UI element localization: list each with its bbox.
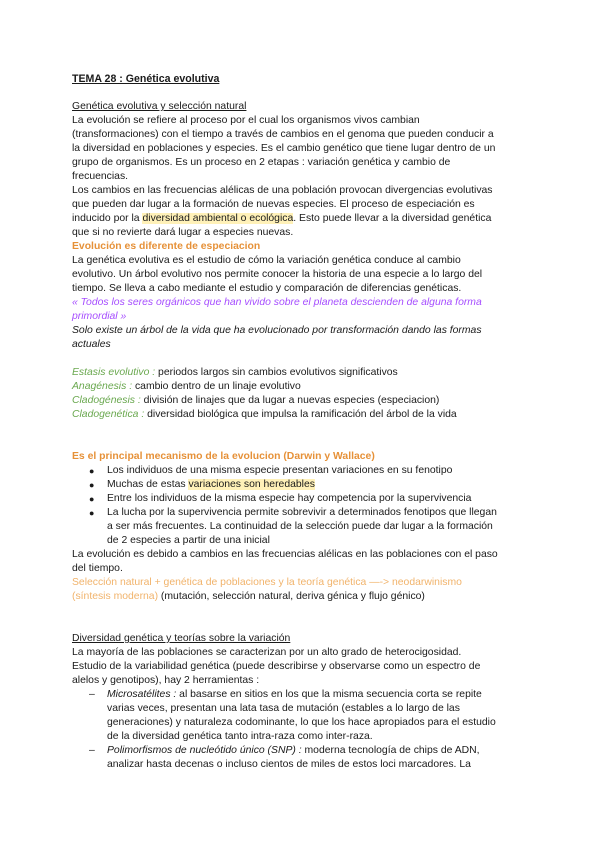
- bullet-item: [107, 478, 315, 492]
- paragraph-line: Los cambios en las frecuencias alélicas de una población provocan divergencias evolutivas: [72, 185, 493, 196]
- term-text: división de linajes que da lugar a nuevas especies (especiacion): [140, 395, 440, 406]
- section-heading-diversidad: Diversidad genética y teorías sobre la variación: [72, 633, 291, 644]
- dash-item-continued: generaciones) y naturaleza codominante, lo que los hace apropiados para el estudio: [107, 717, 496, 728]
- term-label: Cladogenética :: [72, 409, 145, 420]
- term-text: moderna tecnología de chips de ADN,: [301, 745, 480, 756]
- bullet-item: Los individuos de una misma especie presentan variaciones en su fenotipo: [107, 465, 453, 476]
- paragraph-line: La mayoría de las poblaciones se caracterizan por un alto grado de heterocigosidad.: [72, 647, 462, 658]
- dash-item-continued: de la diversidad genética tanto intra-raza como inter-raza.: [107, 731, 373, 742]
- bullet-icon: ●: [89, 494, 95, 504]
- term-text: cambio dentro de un linaje evolutivo: [132, 381, 301, 392]
- bullet-icon: ●: [89, 466, 95, 476]
- highlighted-text: variaciones son heredables: [188, 479, 315, 490]
- paragraph-line: frecuencias.: [72, 171, 129, 182]
- dash-item: [107, 688, 482, 702]
- bullet-icon: ●: [89, 480, 95, 490]
- bullet-icon: ●: [89, 508, 95, 518]
- dash-icon: –: [89, 745, 95, 756]
- dash-icon: –: [89, 689, 95, 700]
- paragraph-line: que pueden dar lugar a la formación de nuevas especies. El proceso de especiación es: [72, 199, 475, 210]
- synthesis-line: [72, 590, 425, 604]
- bullet-item-continued: de 2 especies a partir de una inicial: [107, 535, 270, 546]
- italic-note: Solo existe un árbol de la vida que ha evolucionado por transformación dando las formas: [72, 325, 482, 336]
- paragraph-line: La evolución se refiere al proceso por el cual los organismos vivos cambian: [72, 115, 420, 126]
- text-segment: . Esto puede llevar a la diversidad genética: [293, 213, 492, 224]
- paragraph-line: La evolución es debido a cambios en las frecuencias alélicas en las poblaciones con el paso: [72, 549, 498, 560]
- paragraph-line: la diversidad en poblaciones y especies. Es el cambio genético que tiene lugar dentro de un: [72, 143, 496, 154]
- term-definition: [72, 380, 301, 394]
- paragraph-line: alelos y genotipos), hay 2 herramientas :: [72, 675, 260, 686]
- dash-item-continued: varias veces, presentan una lata tasa de mutación (estables a lo largo de las: [107, 703, 460, 714]
- term-definition: [72, 394, 439, 408]
- term-text: al basarse en sitios en los que la misma secuencia corta se repite: [176, 689, 482, 700]
- paragraph-line: evolutivo. Un árbol evolutivo nos permite conocer la historia de una especie a lo largo del: [72, 269, 483, 280]
- term-label: Cladogénesis :: [72, 395, 141, 406]
- darwin-quote: primordial »: [72, 311, 127, 322]
- section-heading-evolucion: Evolución es diferente de especiacion: [72, 241, 261, 252]
- paragraph-line: [72, 212, 491, 226]
- text-segment: (mutación, selección natural, deriva génica y flujo génico): [158, 591, 425, 602]
- italic-note: actuales: [72, 339, 111, 350]
- paragraph-line: La genética evolutiva es el estudio de cómo la variación genética conduce al cambio: [72, 255, 461, 266]
- term-label: Anagénesis :: [72, 381, 133, 392]
- text-segment: (síntesis moderna): [72, 591, 159, 602]
- bullet-item-continued: a ser más frecuentes. La continuidad de la selección puede dar lugar a la formación: [107, 521, 493, 532]
- dash-item-continued: analizar hasta decenas o incluso cientos de miles de estos loci marcadores. La: [107, 759, 471, 770]
- text-segment: Muchas de estas: [107, 479, 189, 490]
- paragraph-line: grupo de organismos. Es un proceso en 2 etapas : variación genética y cambio de: [72, 157, 451, 168]
- term-definition: [72, 366, 398, 380]
- paragraph-line: Estudio de la variabilidad genética (puede describirse y observarse como un espectro de: [72, 661, 481, 672]
- dash-item: [107, 744, 480, 758]
- term-label: Microsatélites :: [107, 689, 177, 700]
- text-segment: inducido por la: [72, 213, 143, 224]
- term-text: periodos largos sin cambios evolutivos significativos: [155, 367, 398, 378]
- section-heading-mecanismo: Es el principal mecanismo de la evolucion (Darwin y Wallace): [72, 451, 375, 462]
- bullet-item: La lucha por la supervivencia permite sobrevivir a determinados fenotipos que llegan: [107, 507, 497, 518]
- paragraph-line: que si no revierte dará lugar a especies nuevas.: [72, 227, 294, 238]
- term-label: Estasis evolutivo :: [72, 367, 156, 378]
- term-definition: [72, 408, 457, 422]
- highlighted-text: diversidad ambiental o ecológica: [142, 213, 294, 224]
- term-label: Polimorfismos de nucleótido único (SNP) :: [107, 745, 302, 756]
- paragraph-line: tiempo. Se lleva a cabo mediante el estudio y comparación de diferencias genéticas.: [72, 283, 462, 294]
- darwin-quote: « Todos los seres orgánicos que han vivido sobre el planeta descienden de alguna forma: [72, 297, 482, 308]
- term-text: diversidad biológica que impulsa la ramificación del árbol de la vida: [144, 409, 457, 420]
- page-title: TEMA 28 : Genética evolutiva: [72, 73, 220, 85]
- paragraph-line: del tiempo.: [72, 563, 123, 574]
- bullet-item: Entre los individuos de la misma especie hay competencia por la supervivencia: [107, 493, 472, 504]
- section-heading-genetica-evolutiva: Genética evolutiva y selección natural: [72, 101, 247, 112]
- synthesis-line: Selección natural + genética de poblaciones y la teoría genética —-> neodarwinismo: [72, 577, 462, 588]
- paragraph-line: (transformaciones) con el tiempo a través de cambios en el genoma que pueden conducir a: [72, 129, 494, 140]
